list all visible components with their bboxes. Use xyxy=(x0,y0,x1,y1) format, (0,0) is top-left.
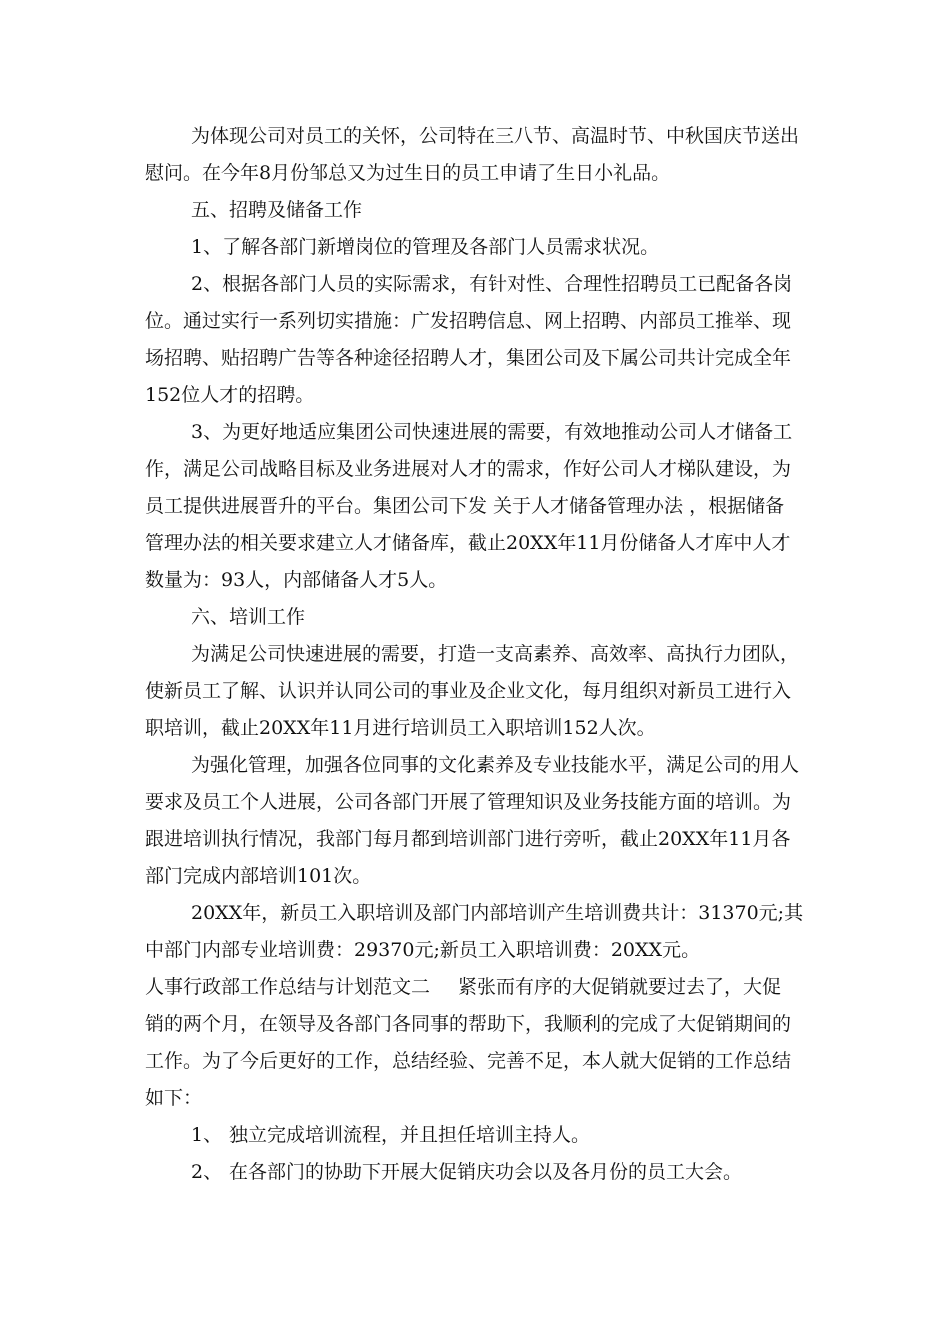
list-text: 独立完成培训流程，并且担任培训主持人。 xyxy=(229,1124,591,1146)
text-line: 使新员工了解、认识并认同公司的事业及企业文化，每月组织对新员工进行入 xyxy=(145,680,792,702)
section-heading: 六、培训工作 xyxy=(191,606,306,628)
text-line: 为强化管理，加强各位同事的文化素养及专业技能水平，满足公司的用人 xyxy=(191,754,800,776)
text-line: 1、了解各部门新增岗位的管理及各部门人员需求状况。 xyxy=(191,236,660,258)
text-line: 部门完成内部培训101次。 xyxy=(145,865,372,887)
text-line: 位。通过实行一系列切实措施：广发招聘信息、网上招聘、内部员工推举、现 xyxy=(145,310,792,332)
list-item xyxy=(145,1117,810,1154)
text-line: 2、根据各部门人员的实际需求，有针对性、合理性招聘员工已配备各岗 xyxy=(191,273,793,295)
section-heading: 五、招聘及储备工作 xyxy=(191,199,363,221)
text-line: 为满足公司快速进展的需要，打造一支高素养、高效率、高执行力团队， xyxy=(191,643,800,665)
section2-title: 人事行政部工作总结与计划范文二 xyxy=(145,976,431,998)
text-line: 要求及员工个人进展，公司各部门开展了管理知识及业务技能方面的培训。为 xyxy=(145,791,792,813)
text-line: 跟进培训执行情况，我部门每月都到培训部门进行旁听，截止20XX年11月各 xyxy=(145,828,791,850)
text-line: 152位人才的招聘。 xyxy=(145,384,315,406)
text-line: 如下： xyxy=(145,1087,203,1109)
list-number: 1、 xyxy=(191,1124,223,1146)
text-line: 销的两个月，在领导及各部门各同事的帮助下，我顺利的完成了大促销期间的 xyxy=(145,1013,792,1035)
text-line: 中部门内部专业培训费：29370元;新员工入职培训费：20XX元。 xyxy=(145,939,701,961)
text-line: 作，满足公司战略目标及业务进展对人才的需求，作好公司人才梯队建设，为 xyxy=(145,458,792,480)
document-page xyxy=(145,118,810,1191)
text-line: 数量为：93人，内部储备人才5人。 xyxy=(145,569,448,591)
list-text: 在各部门的协助下开展大促销庆功会以及各月份的员工大会。 xyxy=(229,1161,743,1183)
document-body xyxy=(145,118,810,1191)
section2-first-line xyxy=(145,969,810,1006)
list-number: 2、 xyxy=(191,1161,223,1183)
text-line: 管理办法的相关要求建立人才储备库，截止20XX年11月份储备人才库中人才 xyxy=(145,532,791,554)
list-item xyxy=(145,1154,810,1191)
text-line: 为体现公司对员工的关怀，公司特在三八节、高温时节、中秋国庆节送出 xyxy=(191,125,800,147)
text-line: 3、为更好地适应集团公司快速进展的需要，有效地推动公司人才储备工 xyxy=(191,421,793,443)
section2-first-text: 紧张而有序的大促销就要过去了，大促 xyxy=(458,976,782,998)
text-line: 场招聘、贴招聘广告等各种途径招聘人才，集团公司及下属公司共计完成全年 xyxy=(145,347,792,369)
text-line: 职培训，截止20XX年11月进行培训员工入职培训152人次。 xyxy=(145,717,656,739)
text-line: 慰问。在今年8月份邹总又为过生日的员工申请了生日小礼品。 xyxy=(145,162,671,184)
text-line: 工作。为了今后更好的工作，总结经验、完善不足，本人就大促销的工作总结 xyxy=(145,1050,792,1072)
text-line: 20XX年，新员工入职培训及部门内部培训产生培训费共计：31370元;其 xyxy=(191,902,804,924)
text-line: 员工提供进展晋升的平台。集团公司下发 关于人才储备管理办法 ，根据储备 xyxy=(145,495,785,517)
